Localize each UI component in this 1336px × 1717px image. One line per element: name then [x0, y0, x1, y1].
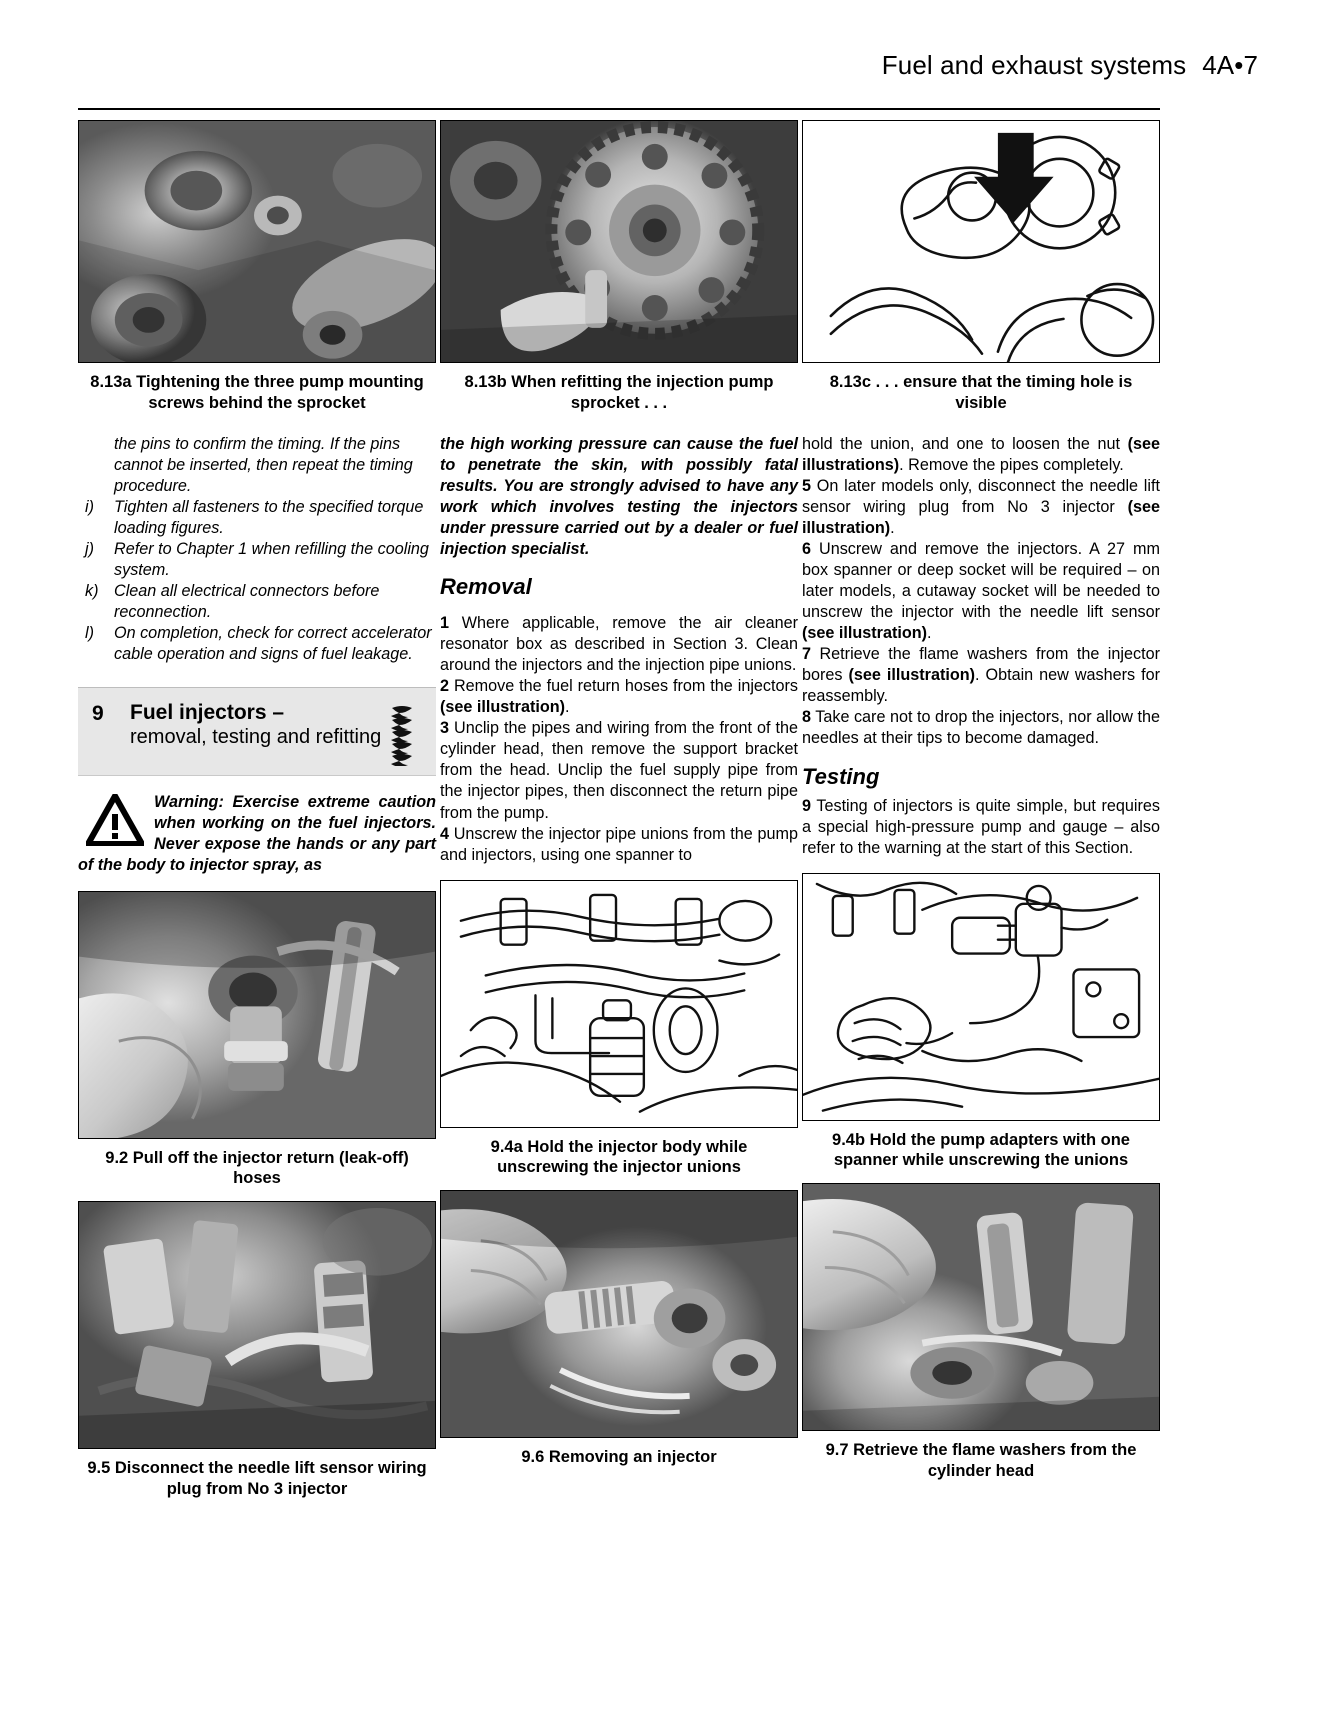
step-number: 7: [802, 645, 812, 664]
step-7: [802, 644, 1160, 707]
figure-9-7-image: [802, 1183, 1160, 1431]
list-item: [85, 581, 436, 623]
step-tail: . Remove the pipes completely.: [899, 455, 1124, 474]
figure-9-4b-caption: 9.4b Hold the pump adapters with one spanner while unscrewing the unions: [832, 1130, 1130, 1170]
warning-triangle-icon: [86, 794, 144, 846]
figure-8-13c-caption: 8.13c . . . ensure that the timing hole is visible: [829, 373, 1133, 412]
section-heading-box: [78, 687, 436, 775]
step-number: 5: [802, 476, 812, 495]
figure-8-13a-detail: [79, 121, 435, 363]
list-item: [85, 539, 436, 581]
list-item: [85, 623, 436, 665]
figure-9-4a-caption: 9.4a Hold the injector body while unscrewing the injector unions: [490, 1137, 748, 1177]
page-title: Fuel and exhaust systems: [881, 50, 1187, 80]
step-text: Retrieve the flame washers from the injector bores: [802, 645, 1160, 685]
section-subtitle: removal, testing and refitting: [130, 726, 382, 749]
warning-continued-paragraph: the high working pressure can cause the fuel to penetrate the skin, with possibly fatal results. You are strongly advised to have any work which involves testing the injectors under pressure carried out by a dealer or fuel injection specialist.: [440, 434, 798, 558]
figure-9-7-caption: 9.7 Retrieve the flame washers from the cylinder head: [825, 1441, 1137, 1481]
column1-italic-block: [78, 434, 436, 666]
spanner-difficulty-icon: [386, 700, 420, 766]
step-text: Unclip the pipes and wiring from the front of the cylinder head, then remove the support bracket from the head. Unclip the fuel supply pipe from the injector pipes, then disconnect the return pipe from the pump.: [440, 719, 799, 822]
column3-testing-steps: [802, 796, 1160, 859]
step-text: On later models only, disconnect the needle lift sensor wiring plug from No 3 injector: [802, 476, 1160, 516]
step-text: Remove the fuel return hoses from the injectors: [453, 677, 798, 696]
figure-9-2-detail: [79, 892, 435, 1139]
figure-9-6-caption: 9.6 Removing an injector: [521, 1448, 717, 1467]
step-2: [440, 676, 798, 718]
step-text: Testing of injectors is quite simple, but requires a special high-pressure pump and gauge – also refer to the warning at the start of this Section.: [802, 796, 1160, 857]
list-text: Clean all electrical connectors before reconnection.: [114, 582, 380, 622]
figure-8-13a-caption: 8.13a Tightening the three pump mounting screws behind the sprocket: [90, 373, 424, 412]
step-4-continued: [802, 434, 1160, 476]
figure-9-5-detail: [79, 1202, 435, 1449]
step-6: [802, 539, 1160, 644]
section-number: 9: [92, 702, 104, 726]
column-1: [78, 120, 436, 1504]
figure-9-4a-detail: [441, 881, 797, 1128]
figure-9-5-caption: 9.5 Disconnect the needle lift sensor wiring plug from No 3 injector: [87, 1459, 427, 1498]
step-number: 6: [802, 539, 812, 558]
step-3: [440, 718, 798, 823]
step-1: [440, 613, 798, 676]
list-text: Refer to Chapter 1 when refilling the cooling system.: [114, 539, 429, 579]
see-illustration-ref: (see illustration): [802, 497, 1160, 537]
section-box-bottom-rule: [78, 775, 436, 776]
step-text: Where applicable, remove the air cleaner resonator box as described in Section 3. Clean around the injectors and the injection pipe unions.: [440, 613, 799, 675]
step-number: 8: [802, 708, 812, 727]
figure-8-13b-image: [440, 120, 798, 363]
figure-9-6-image: [440, 1190, 798, 1438]
step-number: 1: [440, 613, 450, 632]
figure-9-5-image: [78, 1201, 436, 1449]
warning-text: Warning: Exercise extreme caution when working on the fuel injectors. Never expose the hands or any part of the body to injector spray, as: [78, 793, 436, 875]
figure-9-4b-image: [802, 873, 1160, 1121]
figure-9-2-image: [78, 891, 436, 1139]
step-number: 4: [440, 824, 450, 843]
see-illustration-ref: (see illustration): [802, 624, 928, 643]
step-tail: . Obtain new washers for reassembly.: [802, 666, 1160, 706]
figure-9-2-caption: 9.2 Pull off the injector return (leak-off) hoses: [105, 1148, 409, 1188]
page-header: [78, 50, 1258, 81]
column3-steps: [802, 434, 1160, 750]
column-3: [802, 120, 1160, 1504]
figure-9-7-detail: [803, 1184, 1159, 1431]
step-9: [802, 796, 1160, 859]
list-item: [85, 497, 436, 539]
list-marker: j): [85, 539, 94, 558]
step-8: [802, 707, 1160, 749]
figure-9-6-detail: [441, 1191, 797, 1438]
figure-8-13c-detail: [803, 121, 1159, 363]
step-text: Unscrew the injector pipe unions from the pump and injectors, using one spanner to: [440, 824, 799, 864]
figure-8-13b-caption: 8.13b When refitting the injection pump sprocket . . .: [464, 373, 774, 412]
page-number: 4A•7: [1202, 50, 1258, 80]
step-number: 3: [440, 719, 450, 738]
section-title: Fuel injectors –: [130, 701, 285, 725]
step-5: [802, 476, 1160, 539]
column2-steps: [440, 613, 798, 866]
figure-8-13a-image: [78, 120, 436, 363]
removal-heading: Removal: [440, 573, 532, 599]
continuation-paragraph: the pins to confirm the timing. If the pins cannot be inserted, then repeat the timing procedure.: [114, 434, 413, 495]
list-text: Tighten all fasteners to the specified torque loading figures.: [114, 497, 424, 537]
see-illustration-ref: (see illustration): [848, 666, 975, 685]
page-columns: [78, 120, 1160, 1504]
step-text: hold the union, and one to loosen the nut: [802, 434, 1128, 453]
testing-heading: Testing: [802, 763, 880, 789]
list-marker: l): [85, 624, 94, 643]
step-tail: .: [565, 698, 570, 717]
step-4: [440, 824, 798, 866]
list-text: On completion, check for correct accelerator cable operation and signs of fuel leakage.: [114, 624, 432, 664]
figure-9-4a-image: [440, 880, 798, 1128]
list-marker: k): [85, 582, 99, 600]
step-tail: .: [927, 624, 932, 643]
figure-8-13b-detail: [441, 121, 797, 363]
figure-9-4b-detail: [803, 874, 1159, 1121]
step-text: Unscrew and remove the injectors. A 27 mm box spanner or deep socket will be required – on later models, a cutaway socket will be needed to unscrew the injector with the needle lift sensor: [802, 539, 1160, 622]
column-2: [440, 120, 798, 1504]
list-marker: i): [85, 497, 94, 516]
header-divider: [78, 108, 1160, 110]
step-number: 9: [802, 796, 812, 815]
see-illustration-ref: (see illustration): [440, 698, 566, 717]
warning-block: [78, 792, 436, 876]
figure-8-13c-image: [802, 120, 1160, 363]
see-illustrations-ref: (see illustrations): [802, 434, 1160, 474]
step-tail: .: [890, 518, 895, 537]
step-number: 2: [440, 677, 450, 696]
step-text: Take care not to drop the injectors, nor allow the needles at their tips to become damaged.: [802, 708, 1160, 748]
